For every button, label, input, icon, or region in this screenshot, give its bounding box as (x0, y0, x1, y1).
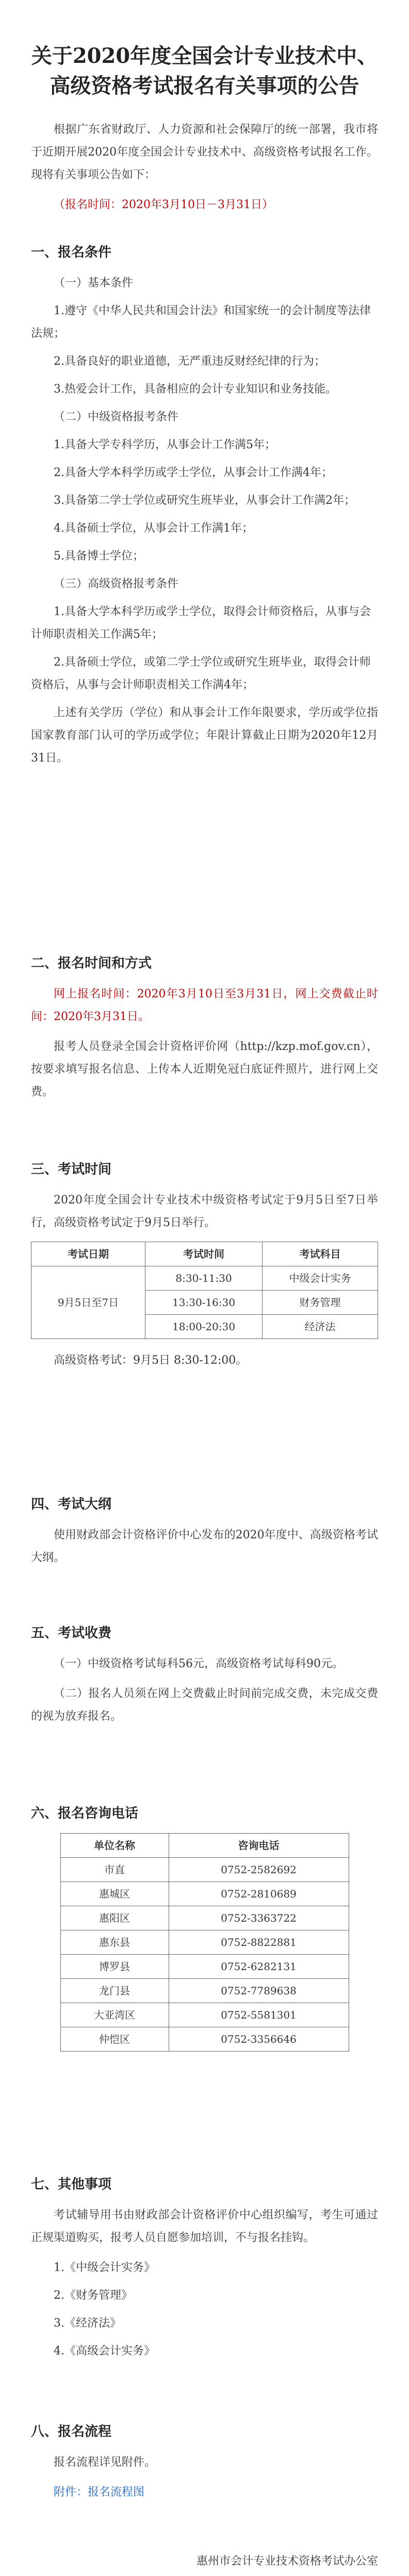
paragraph: 报名流程详见附件。 (54, 2456, 156, 2469)
table-header-row (60, 1834, 349, 1858)
section-title: 六、报名咨询电话 (31, 1806, 139, 1821)
table-header-cell: 考试日期 (31, 1242, 145, 1266)
list-item: 1.《中级会计实务》 (54, 2261, 155, 2274)
list-item: 3.热爱会计工作，具备相应的会计专业知识和业务技能。 (54, 383, 337, 396)
table-row (60, 1882, 349, 1906)
table-header-cell: 单位名称 (60, 1834, 169, 1858)
table-cell: 博罗县 (60, 1955, 169, 1979)
table-cell: 市直 (60, 1858, 169, 1882)
table-header-cell: 咨询电话 (169, 1834, 349, 1858)
table-cell: 龙门县 (60, 1979, 169, 2003)
paragraph: 网上报名时间：2020年3月10日至3月31日，网上交费截止时间：2020年3月31日。 (31, 988, 378, 1023)
section-syllabus (31, 1494, 378, 1577)
subsection-title: （二）中级资格报考条件 (54, 411, 179, 423)
table-cell: 18:00-20:30 (145, 1315, 263, 1339)
table-row (60, 1979, 349, 2003)
subsection-title: （一）基本条件 (54, 277, 134, 290)
table-row (60, 1906, 349, 1930)
list-item: 4.《高级会计实务》 (54, 2345, 155, 2358)
intro-date: （报名时间：2020年3月10日－3月31日） (54, 198, 273, 211)
section-process (31, 2421, 378, 2511)
signature-block (31, 2550, 378, 2576)
table-cell: 9月5日至7日 (31, 1266, 145, 1339)
intro-paragraph: 根据广东省财政厅、人力资源和社会保障厅的统一部署，我市将于近期开展2020年度全国会计专业技术中、高级资格考试报名工作。现将有关事项公告如下： (31, 123, 378, 181)
table-cell: 大亚湾区 (60, 2003, 169, 2027)
table-cell: 仲恺区 (60, 2027, 169, 2052)
table-cell: 惠东县 (60, 1930, 169, 1955)
table-cell: 经济法 (263, 1315, 378, 1339)
table-cell: 8:30-11:30 (145, 1266, 263, 1291)
table-header-row (31, 1242, 378, 1266)
table-cell: 0752-3363722 (169, 1906, 349, 1930)
list-item: 3.《经济法》 (54, 2317, 121, 2330)
table-cell: 0752-7789638 (169, 1979, 349, 2003)
list-item: 5.具备博士学位； (54, 550, 144, 563)
section-title: 四、考试大纲 (31, 1497, 112, 1512)
contact-table (60, 1833, 349, 2052)
exam-schedule-table (31, 1242, 378, 1339)
table-cell: 0752-6282131 (169, 1955, 349, 1979)
paragraph: 高级资格考试：9月5日 8:30-12:00。 (54, 1354, 248, 1367)
section-exam-time (31, 1159, 378, 1379)
section-contacts (31, 1803, 378, 2052)
table-cell: 惠阳区 (60, 1906, 169, 1930)
table-cell: 中级会计实务 (263, 1266, 378, 1291)
subsection-title: （三）高级资格报考条件 (54, 578, 179, 590)
list-item: 1.具备大学专科学历，从事会计工作满5年； (54, 438, 276, 451)
table-row (31, 1266, 378, 1291)
table-cell: 0752-2582692 (169, 1858, 349, 1882)
paragraph: 考试辅导用书由财政部会计资格评价中心组织编写，考生可通过正规渠道购买，报考人员自愿参加培训，不与报名挂钩。 (31, 2209, 378, 2244)
paragraph: （一）中级资格考试每科56元，高级资格考试每科90元。 (54, 1657, 343, 1670)
list-item: 2.具备大学本科学历或学士学位，从事会计工作满4年； (54, 466, 333, 479)
section-title: 一、报名条件 (31, 245, 112, 260)
table-cell: 0752-8822881 (169, 1930, 349, 1955)
table-header-cell: 考试科目 (263, 1242, 378, 1266)
paragraph: （二）报名人员须在网上交费截止时间前完成交费，未完成交费的视为放弃报名。 (31, 1687, 378, 1723)
table-cell: 13:30-16:30 (145, 1291, 263, 1315)
list-item: 1.遵守《中华人民共和国会计法》和国家统一的会计制度等法律法规； (31, 304, 371, 340)
table-row (60, 1858, 349, 1882)
section-title: 五、考试收费 (31, 1625, 112, 1641)
section-registration (31, 953, 378, 1111)
list-item: 2.具备硕士学位，或第二学士学位或研究生班毕业，取得会计师资格后，从事与会计师职责相关工作满4年； (31, 656, 371, 691)
list-item: 3.具备第二学士学位或研究生班毕业，从事会计工作满2年； (54, 494, 355, 507)
table-cell: 0752-3356646 (169, 2027, 349, 2052)
list-item: 2.具备良好的职业道德，无严重违反财经纪律的行为； (54, 355, 325, 368)
section-title: 八、报名流程 (31, 2424, 112, 2439)
page-title: 关于2020年度全国会计专业技术中、高级资格考试报名有关事项的公告 (31, 44, 378, 98)
table-row (60, 1930, 349, 1955)
table-row (60, 1955, 349, 1979)
intro-section (31, 118, 378, 224)
signature-org: 惠州市会计专业技术资格考试办公室 (196, 2555, 378, 2568)
table-cell: 财务管理 (263, 1291, 378, 1315)
note-paragraph: 上述有关学历（学位）和从事会计工作年限要求，学历或学位指国家教育部门认可的学历或学位；年限计算截止日期为2020年12月31日。 (31, 706, 379, 765)
table-cell: 0752-5581301 (169, 2003, 349, 2027)
table-cell: 0752-2810689 (169, 1882, 349, 1906)
list-item: 4.具备硕士学位，从事会计工作满1年； (54, 522, 253, 535)
attachment-link[interactable]: 附件：报名流程图 (54, 2486, 145, 2499)
paragraph: 2020年度全国会计专业技术中级资格考试定于9月5日至7日举行，高级资格考试定于9月5日举行。 (31, 1194, 378, 1229)
section-other (31, 2174, 378, 2368)
list-item: 2.《财务管理》 (54, 2289, 133, 2302)
paragraph: 报考人员登录全国会计资格评价网（http://kzp.mof.gov.cn），按要求填写报名信息、上传本人近期免冠白底证件照片，进行网上交费。 (31, 1040, 378, 1098)
section-title: 二、报名时间和方式 (31, 956, 152, 971)
table-row (60, 2027, 349, 2052)
section-title: 三、考试时间 (31, 1162, 112, 1177)
section-eligibility (31, 242, 378, 777)
table-cell: 惠城区 (60, 1882, 169, 1906)
list-item: 1.具备大学本科学历或学士学位，取得会计师资格后，从事与会计师职责相关工作满5年； (31, 605, 371, 641)
table-row (60, 2003, 349, 2027)
section-title: 七、其他事项 (31, 2177, 112, 2192)
paragraph: 使用财政部会计资格评价中心发布的2020年度中、高级资格考试大纲。 (31, 1529, 378, 1564)
section-fees (31, 1623, 378, 1735)
table-header-cell: 考试时间 (145, 1242, 263, 1266)
signature-date (31, 2573, 378, 2576)
